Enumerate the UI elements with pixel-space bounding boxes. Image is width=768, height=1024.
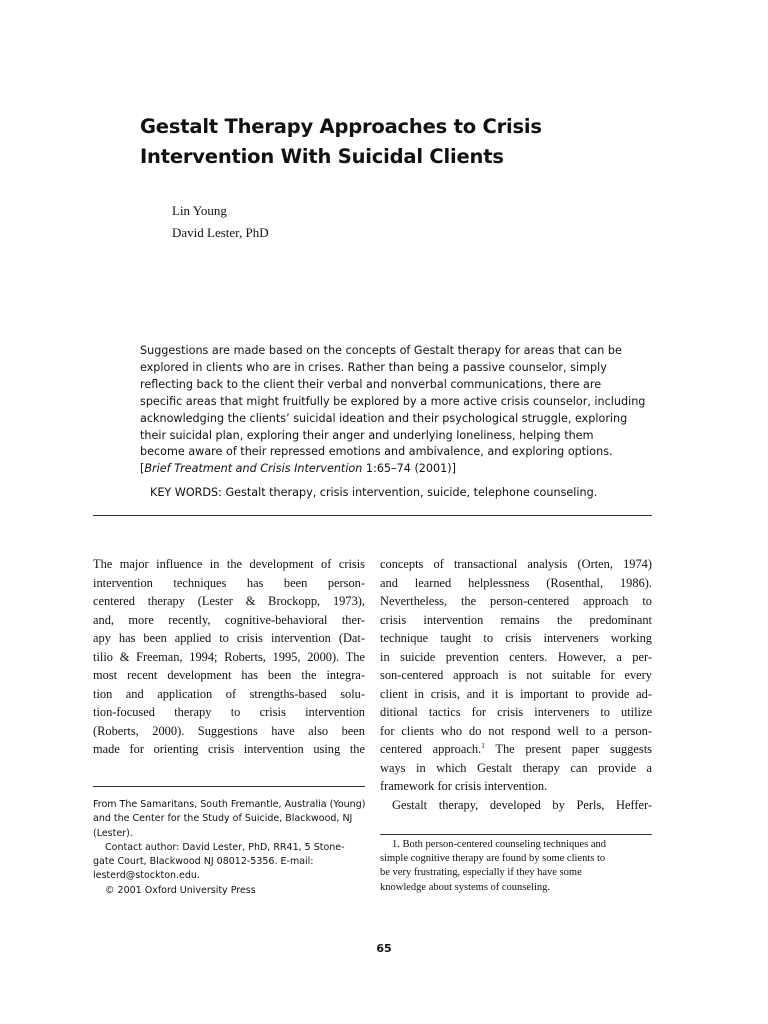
- footnote-ref[interactable]: 1: [481, 740, 485, 750]
- citation-line: [Brief Treatment and Crisis Intervention 1:65–74 (2001)]: [140, 462, 457, 476]
- author-name: Lin Young: [172, 203, 227, 218]
- body-line: tion-focused therapy to crisis intervention: [93, 705, 365, 719]
- footnote-line: knowledge about systems of counseling.: [380, 881, 551, 893]
- contact-email[interactable]: lesterd@stockton.edu.: [93, 870, 200, 882]
- body-line: apy has been applied to crisis intervention (Dat-: [93, 631, 365, 645]
- body-line: centered therapy (Lester & Brockopp, 1973),: [93, 594, 365, 608]
- author-list: [172, 200, 269, 244]
- body-line: tilio & Freeman, 1994; Roberts, 1995, 2000). The: [93, 649, 365, 664]
- body-line: crisis intervention remains the predominant: [380, 612, 652, 627]
- body-line: in suicide prevention centers. However, a per-: [380, 649, 652, 664]
- body-line: Nevertheless, the person-centered approach to: [380, 594, 652, 608]
- body-line: intervention techniques has been person-: [93, 575, 365, 590]
- body-line: ditional tactics for crisis interveners to utilize: [380, 705, 652, 719]
- affiliation-line: From The Samaritans, South Fremantle, Australia (Young): [93, 799, 366, 810]
- body-column-left: [93, 555, 365, 759]
- body-line: tion and application of strengths-based solu-: [93, 686, 365, 701]
- affiliation-line: and the Center for the Study of Suicide, Blackwood, NJ: [93, 813, 353, 825]
- abstract-line: Suggestions are made based on the concepts of Gestalt therapy for areas that can be: [140, 344, 622, 357]
- title-line: Intervention With Suicidal Clients: [140, 145, 504, 168]
- affiliation-line: (Lester).: [93, 827, 133, 839]
- footnote-line: be very frustrating, especially if they have some: [380, 867, 582, 879]
- body-line: The major influence in the development of crisis: [93, 557, 365, 571]
- abstract-line: specific areas that might fruitfully be explored by a more active crisis counselor, including: [140, 394, 646, 408]
- copyright-line: © 2001 Oxford University Press: [105, 884, 256, 896]
- body-line: (Roberts, 2000). Suggestions have also been: [93, 723, 365, 738]
- affiliation-divider: [93, 786, 365, 787]
- footnote-line: simple cognitive therapy are found by some clients to: [380, 853, 606, 865]
- body-line: concepts of transactional analysis (Orten, 1974): [380, 557, 652, 571]
- body-line: and, more recently, cognitive-behavioral ther-: [93, 612, 365, 627]
- contact-line: Contact author: David Lester, PhD, RR41, 5 Stone-: [105, 841, 345, 853]
- journal-name: Brief Treatment and Crisis Intervention: [144, 462, 363, 476]
- body-column-right: [380, 555, 652, 814]
- author-name: David Lester, PhD: [172, 225, 269, 240]
- abstract: [140, 343, 646, 478]
- body-line: technique taught to crisis interveners working: [380, 631, 652, 645]
- body-line: most recent development has been the integra-: [93, 668, 365, 682]
- author-affiliation: [93, 798, 368, 898]
- footnote: [380, 838, 652, 895]
- body-line: and learned helplessness (Rosenthal, 1986).: [380, 575, 652, 590]
- title-line: Gestalt Therapy Approaches to Crisis: [140, 115, 542, 138]
- abstract-line: acknowledging the clients’ suicidal ideation and their psychological struggle, exploring: [140, 411, 628, 425]
- contact-line: gate Court, Blackwood NJ 08012-5356. E-mail:: [93, 856, 314, 868]
- body-line: ways in which Gestalt therapy can provide a: [380, 760, 652, 775]
- header-divider: [93, 515, 652, 516]
- body-line-with-footnote-ref: centered approach.$^1$ The present paper suggests: [380, 740, 652, 756]
- body-line: framework for crisis intervention.: [380, 779, 548, 793]
- abstract-line: become aware of their repressed emotions and ambivalence, and exploring options.: [140, 445, 613, 459]
- footnote-line: 1. Both person-centered counseling techniques and: [392, 839, 607, 850]
- footnote-divider: [380, 834, 652, 835]
- body-line: made for orienting crisis intervention using the: [93, 742, 365, 756]
- body-line: client in crisis, and it is important to provide ad-: [380, 686, 652, 701]
- paragraph-start: Gestalt therapy, developed by Perls, Heffer-: [392, 797, 652, 812]
- body-line: for clients who do not respond well to a person-: [380, 723, 652, 738]
- abstract-line: explored in clients who are in crises. Rather than being a passive counselor, simply: [140, 360, 607, 374]
- article-title: [140, 112, 660, 172]
- body-line: son-centered approach is not suitable for every: [380, 668, 652, 682]
- keywords: KEY WORDS: Gestalt therapy, crisis intervention, suicide, telephone counseling.: [150, 486, 598, 499]
- page-number: 65: [376, 942, 392, 955]
- abstract-line: reflecting back to the client their verbal and nonverbal communications, there are: [140, 377, 602, 391]
- abstract-line: their suicidal plan, exploring their anger and underlying loneliness, helping them: [140, 428, 594, 442]
